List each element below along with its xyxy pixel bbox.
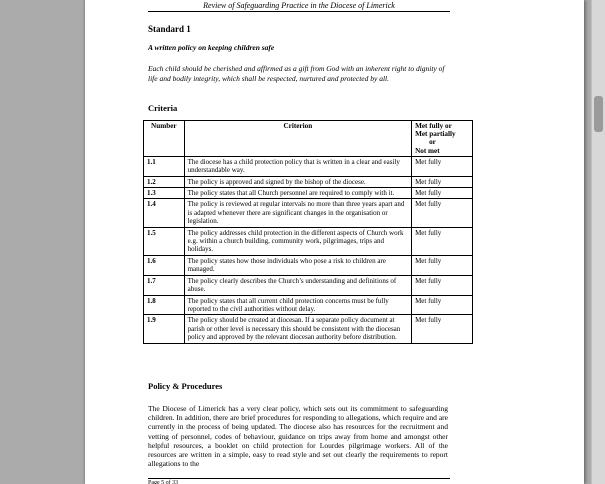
row-criterion: The policy is approved and signed by the bishop of the diocese.	[184, 176, 411, 187]
row-criterion: The policy should be created at diocesan. If a separate policy document at parish or other level is necessary this should be consistent with the diocesan policy and approved by the relevant diocesan authority before distribution.	[184, 315, 411, 343]
policy-body: The Diocese of Limerick has a very clear policy, which sets out its commitment to safeguarding children. In addition, there are brief procedures for responding to allegations, which require and are currently in the process of being updated. The diocese also has resources for the recruitment and vetting of personnel, codes of behaviour, guidance on trips away from home and amongst other helpful resources, a booklet on child protection for Lourdes pilgrimage workers. All of the resources are written in a simple, easy to read style and set out clearly the requirements to report allegations to the	[148, 404, 448, 469]
header-met-line1: Met fully or	[415, 122, 452, 130]
table-row	[144, 227, 473, 255]
standard-subtitle: A written policy on keeping children safe	[148, 43, 275, 52]
row-number: 1.3	[144, 188, 185, 199]
row-criterion: The policy clearly describes the Church’s understanding and definitions of abuse.	[184, 275, 411, 295]
page-footer: Page 5 of 33	[148, 480, 179, 484]
row-number: 1.1	[144, 156, 185, 176]
row-criterion: The diocese has a child protection policy that is written in a clear and easily understandable way.	[184, 156, 411, 176]
header-met-line3: or	[429, 138, 436, 147]
row-criterion: The policy states that all current child protection concerns must be fully reported to the civil authorities without delay.	[184, 295, 411, 315]
row-status: Met fully	[412, 227, 473, 255]
header-met-status	[412, 121, 473, 157]
table-row	[144, 295, 473, 315]
table-row	[144, 199, 473, 227]
row-criterion: The policy states how those individuals who pose a risk to children are managed.	[184, 255, 411, 275]
row-number: 1.5	[144, 227, 185, 255]
scrollbar-thumb[interactable]	[594, 96, 603, 132]
header-met-line4: Not met	[415, 146, 440, 155]
table-row	[144, 188, 473, 199]
standard-intro: Each child should be cherished and affirmed as a gift from God with an inherent right to dignity of life and bodily integrity, which shall be respected, nurtured and protected by all.	[148, 64, 445, 83]
row-criterion: The policy addresses child protection in the different aspects of Church work e.g. within a church building, community work, pilgrimages, trips and holidays.	[184, 227, 411, 255]
row-status: Met fully	[412, 176, 473, 187]
row-status: Met fully	[412, 199, 473, 227]
row-status: Met fully	[412, 275, 473, 295]
policy-heading: Policy & Procedures	[148, 381, 223, 391]
row-number: 1.9	[144, 315, 185, 343]
table-header-row	[144, 121, 473, 157]
row-number: 1.4	[144, 199, 185, 227]
table-row	[144, 315, 473, 343]
table-row	[144, 275, 473, 295]
row-status: Met fully	[412, 156, 473, 176]
row-status: Met fully	[412, 255, 473, 275]
vertical-scrollbar[interactable]	[591, 0, 605, 484]
table-row	[144, 156, 473, 176]
standard-title: Standard 1	[148, 24, 191, 34]
row-number: 1.8	[144, 295, 185, 315]
row-criterion: The policy states that all Church personnel are required to comply with it.	[184, 188, 411, 199]
row-criterion: The policy is reviewed at regular intervals no more than three years apart and is adapted whenever there are significant changes in the organisation or legislation.	[184, 199, 411, 227]
criteria-table	[143, 120, 473, 344]
header-criterion: Criterion	[184, 121, 411, 157]
criteria-heading: Criteria	[148, 103, 178, 113]
table-row	[144, 255, 473, 275]
footer-rule	[148, 478, 450, 479]
row-status: Met fully	[412, 315, 473, 343]
row-status: Met fully	[412, 295, 473, 315]
row-number: 1.6	[144, 255, 185, 275]
running-header: Review of Safeguarding Practice in the Diocese of Limerick	[148, 0, 450, 12]
row-number: 1.7	[144, 275, 185, 295]
header-met-line2: Met partially	[415, 130, 456, 139]
row-number: 1.2	[144, 176, 185, 187]
table-row	[144, 176, 473, 187]
row-status: Met fully	[412, 188, 473, 199]
header-number: Number	[144, 121, 185, 157]
document-page	[85, 0, 584, 484]
